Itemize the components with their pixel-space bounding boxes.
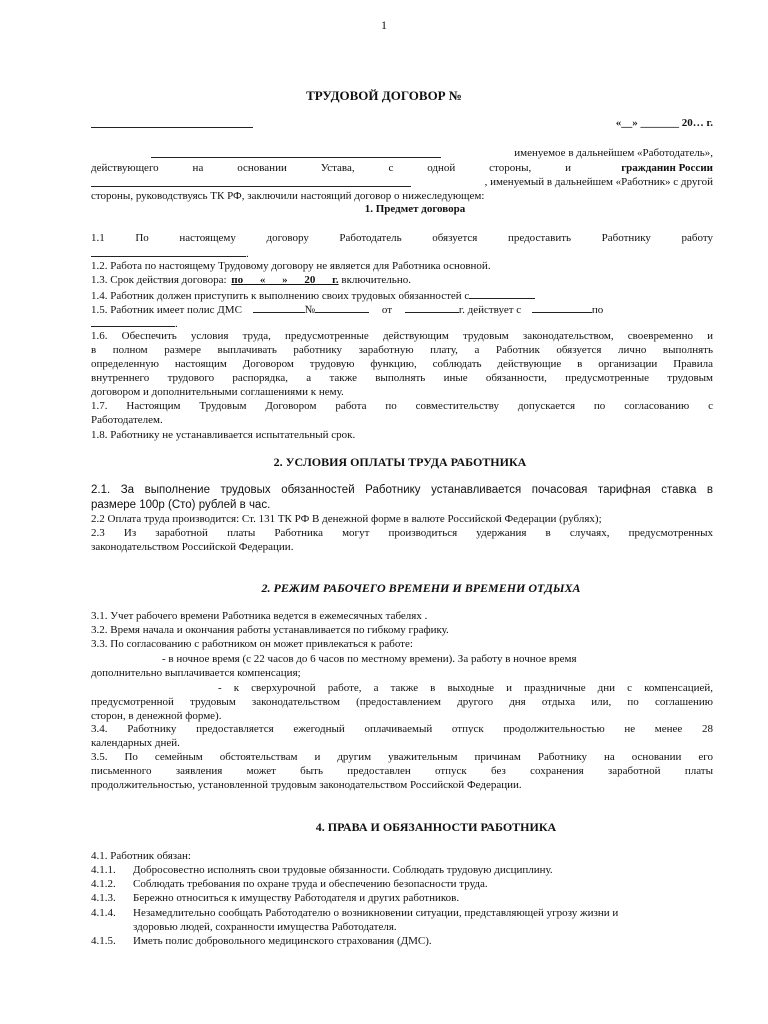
clause-3-3: 3.3. По согласованию с работником он может привлекаться к работе: [91,638,413,650]
clause-1-1-cont: . [91,245,713,261]
intro-line-4: стороны, руководствуясь ТК РФ, заключили настоящий договор о нижеследующем: [91,190,485,202]
page-number: 1 [381,18,387,32]
document-page: 1 ТРУДОВОЙ ДОГОВОР № «__» _______ 20… г. именуемое в дальнейшем «Работодатель», действующего на основании Устава, с одной стороны, и гражданин России , именуемый в дальнейшем «Работник» с другой стороны, руководствуясь ТК РФ, заключили настоящий договор о нижеследующем: 1. Предмет договора 1.1 По настоящему договору Работодатель обязуется предоставить Работнику работу . 1.2. Работа по настоящему Трудовому договору не является для Работника основной. 1.3. Срок действия договора: по « » 20 г. включительно. 1.4. Работник должен приступить к выполнению своих трудовых обязанностей с 1.5. Работник имеет полис ДМС № от г. действует с по . 1.6. Обеспечить условия труда, предусмотренные действующим трудовым законодательством, своевременно и в полном размере выплачивать работнику заработную плату, а Работник обязуется лично выполнять определенную настоящим Договором трудовую функцию, соблюдать действующие в организации Правила внутреннего трудового распорядка, а также выполнять иные обязанности, предусмотренные трудовым договором и дополнительными соглашениями к нему. 1.7. Настоящим Трудовым Договором работа по совместительству допускается по согласованию с Работодателем. 1.8. Работнику не устанавливается испытательный срок. 2. УСЛОВИЯ ОПЛАТЫ ТРУДА РАБОТНИКА 2.1. За выполнение трудовых обязанностей Работнику устанавливается почасовая тарифная ставка в размере 100р (Сто) рублей в час. 2.2 Оплата труда производится: Ст. 131 ТК РФ В денежной форме в валюте Российской Федерации (рублях); 2.3 Из заработной платы Работника могут производиться удержания в случаях, предусмотренных законодательством Российской Федерации. 2. РЕЖИМ РАБОЧЕГО ВРЕМЕНИ И ВРЕМЕНИ ОТДЫХА 3.1. Учет рабочего времени Работника ведется в ежемесячных табелях . 3.2. Время начала и окончания работы устанавливается по гибкому графику. 3.3. По согласованию с работником он может привлекаться к работе: - в ночное время (с 22 часов до 6 часов по местному времени). За работу в ночное время дополнительно выплачивается компенсация; - к сверхурочной работе, а также в выходные и праздничные дни с компенсацией, предусмотренной трудовым законодательством (предоставлением другого дня отдыха или, по соглашению сторон, в денежной форме). 3.4. Работнику предоставляется ежегодный оплачиваемый отпуск продолжительностью не менее 28 календарных дней. 3.5. По семейным обстоятельствам и другим уважительным причинам Работнику на основании его письменного заявления может быть предоставлен отпуск без сохранения заработной платы продолжительностью, установленной трудовым законодательством Российской Федерации. 4. ПРАВА И ОБЯЗАННОСТИ РАБОТНИКА 4.1. Работник обязан: 4.1.1. Добросовестно исполнять свои трудовые обязанности. Соблюдать трудовую дисциплину. 4.1.2. Соблюдать требования по охране труда и обеспечению безопасности труда. 4.1.3. Бережно относиться к имуществу Работодателя и других работников. 4.1.4. Незамедлительно сообщать Работодателю о возникновении ситуации, представляющей угрозу жизни и здоровью людей, сохранности имущества Работодателя. 4.1.5. Иметь полис добровольного медицинского страхования (ДМС). [0,0,768,1024]
employer-name-blank [151,146,441,158]
clause-4-1: 4.1. Работник обязан: [91,850,191,862]
intro-line-2: действующего на основании Устава, с одной стороны, и гражданин России [91,162,713,174]
clause-4-1-1: 4.1.1. Добросовестно исполнять свои трудовые обязанности. Соблюдать трудовую дисциплину. [91,864,553,876]
contract-date: «__» _______ 20… г. [615,117,713,129]
clause-4-1-4: 4.1.4. Незамедлительно сообщать Работодателю о возникновении ситуации, представляющей угрозу жизни и [91,907,619,919]
clause-4-1-4-cont: здоровью людей, сохранности имущества Работодателя. [133,921,397,933]
clause-1-8: 1.8. Работнику не устанавливается испытательный срок. [91,429,356,441]
clause-3-2: 3.2. Время начала и окончания работы устанавливается по гибкому графику. [91,624,449,636]
date-line-row [91,116,713,132]
section-2-heading: 2. УСЛОВИЯ ОПЛАТЫ ТРУДА РАБОТНИКА [273,455,527,469]
clause-3-1: 3.1. Учет рабочего времени Работника ведется в ежемесячных табелях . [91,610,428,622]
place-blank [91,116,253,128]
intro-line-3: , именуемый в дальнейшем «Работник» с другой [91,175,713,191]
document-title: ТРУДОВОЙ ДОГОВОР № [306,88,462,103]
clause-1-1: 1.1 По настоящему договору Работодатель обязуется предоставить Работнику работу [91,232,713,244]
clause-1-4: 1.4. Работник должен приступить к выполнению своих трудовых обязанностей с [91,287,713,303]
clause-1-6: 1.6. Обеспечить условия труда, предусмотренные действующим трудовым законодательством, своевременно и [91,330,713,342]
clause-4-1-3: 4.1.3. Бережно относиться к имуществу Работодателя и других работников. [91,892,460,904]
clause-4-1-2: 4.1.2. Соблюдать требования по охране труда и обеспечению безопасности труда. [91,878,488,890]
clause-3-3-night: - в ночное время (с 22 часов до 6 часов по местному времени). За работу в ночное время [162,653,577,665]
clause-1-2: 1.2. Работа по настоящему Трудовому договору не является для Работника основной. [91,260,491,272]
intro-line-1: именуемое в дальнейшем «Работодатель», [91,146,713,162]
section-1-heading: 1. Предмет договора [364,203,466,215]
clause-3-5: 3.5. По семейным обстоятельствам и другим уважительным причинам Работнику на основании его [91,751,713,763]
clause-1-5-cont: . [91,315,713,331]
clause-2-1: 2.1. За выполнение трудовых обязанностей Работнику устанавливается почасовая тарифная ставка в [91,484,713,496]
clause-1-3: 1.3. Срок действия договора: по « » 20 г. включительно. [91,274,411,286]
section-3-heading: 2. РЕЖИМ РАБОЧЕГО ВРЕМЕНИ И ВРЕМЕНИ ОТДЫХА [261,581,581,595]
clause-3-4: 3.4. Работнику предоставляется ежегодный оплачиваемый отпуск продолжительностью не менее 28 [91,723,713,735]
clause-2-3: 2.3 Из заработной платы Работника могут производиться удержания в случаях, предусмотренных [91,527,713,539]
clause-1-5: 1.5. Работник имеет полис ДМС № от г. действует с по [91,301,713,317]
section-4-heading: 4. ПРАВА И ОБЯЗАННОСТИ РАБОТНИКА [315,820,557,834]
clause-1-7: 1.7. Настоящим Трудовым Договором работа по совместительству допускается по согласованию с [91,400,713,412]
clause-4-1-5: 4.1.5. Иметь полис добровольного медицинского страхования (ДМС). [91,935,432,947]
employee-name-blank [91,175,411,187]
clause-3-3-overtime: - к сверхурочной работе, а также в выходные и праздничные дни с компенсацией, [218,682,713,694]
clause-2-2: 2.2 Оплата труда производится: Ст. 131 ТК РФ В денежной форме в валюте Российской Федерации (рублях); [91,513,602,525]
